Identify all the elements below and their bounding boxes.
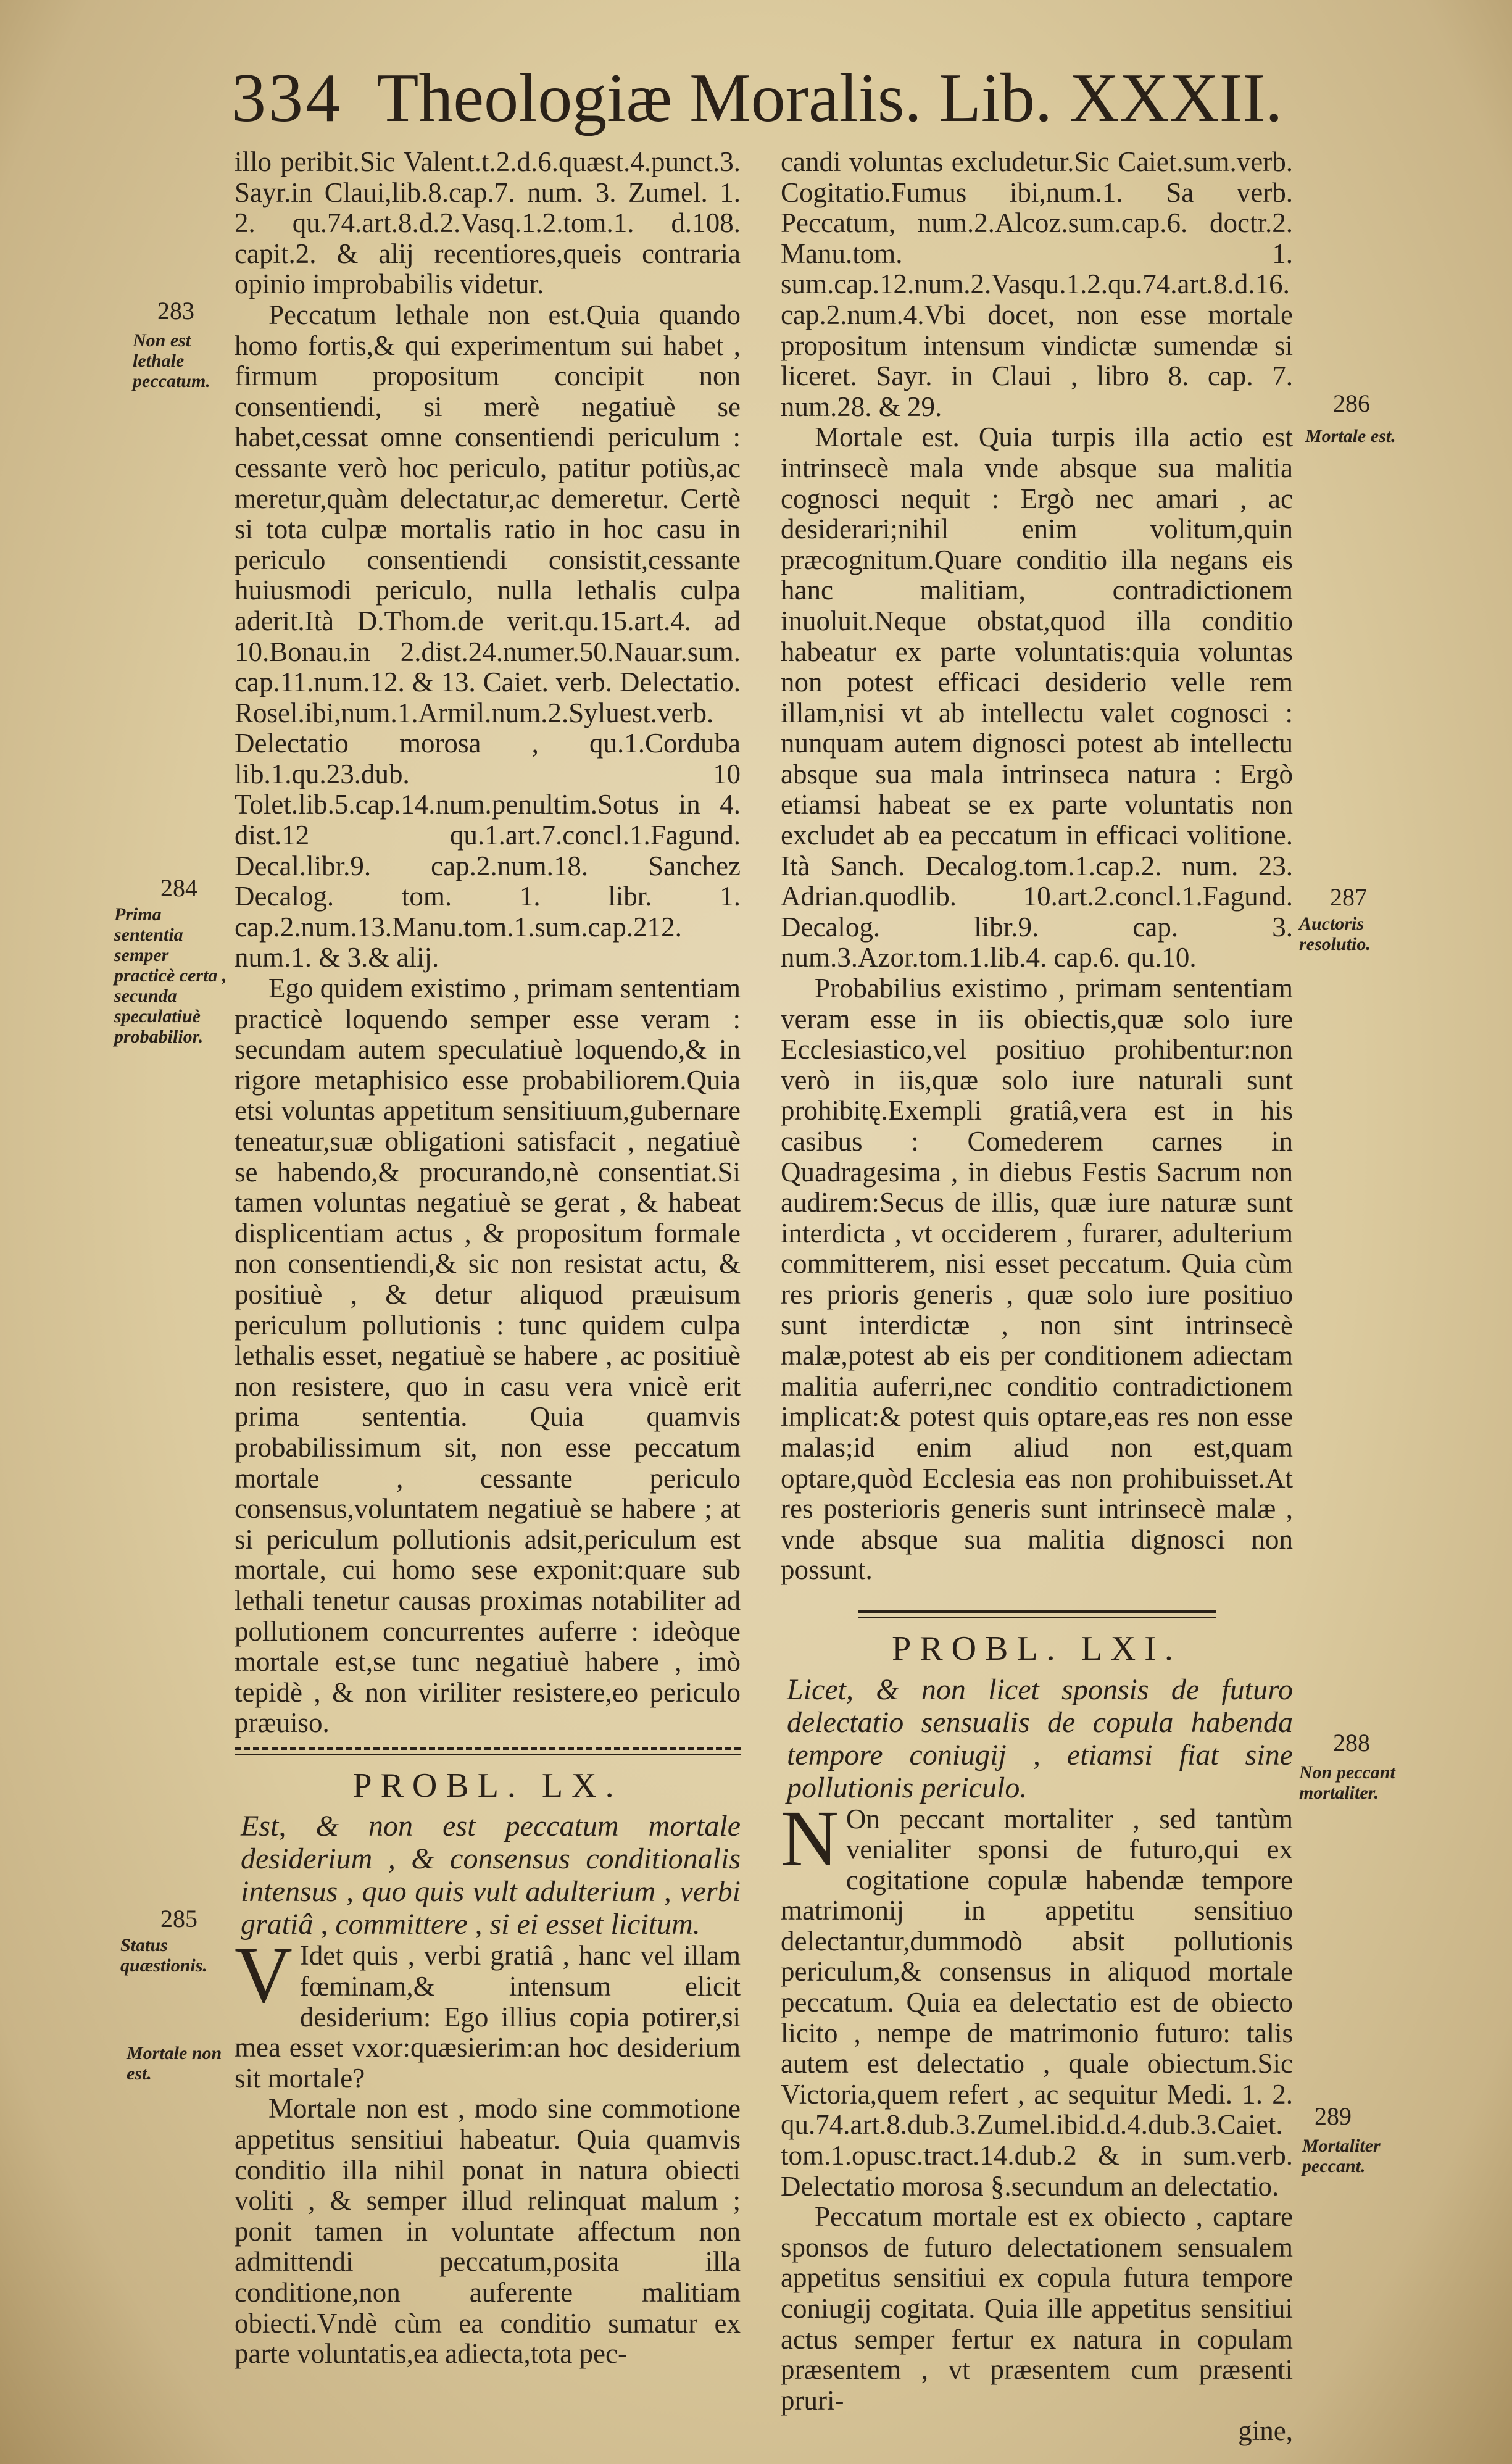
margin-note: Mortale est.	[1305, 426, 1396, 446]
margin-note: Mortale non est.	[127, 2043, 222, 2084]
paragraph-text: Idet quis , verbi gratiâ , hanc vel illam fœminam,& intensum elicit desiderium: Ego illius copia potirer,si mea esset vxor:quæsierim:an hoc desiderium sit mortale?	[235, 1940, 741, 2094]
paragraph: Mortale non est , modo sine commotione appetitus sensitiui habeatur. Quia quamvis conditio illa nihil ponat in natura obiecti voliti , & semper illud relinquat malum ; ponit tamen in voluntate affectum non admittendi peccatum,posita illa conditione,non auferente malitiam obiecti.Vndè cùm ea conditio sumatur ex parte voluntatis,ea adiecta,tota pec-	[235, 2093, 741, 2370]
margin-note: Non est lethale peccatum.	[133, 330, 210, 391]
margin-number: 283	[157, 297, 194, 325]
paragraph: Probabilius existimo , primam sententiam veram esse in iis obiectis,quæ solo iure Ecclesiastico,vel positiuo prohibentur:non verò in iis,quæ solo iure naturali sunt prohibitę.Exempli gratiâ,vera est in his casibus : Comederem carnes in Quadragesima , in diebus Festis Sacrum non audirem:Secus de illis, quæ iure naturæ sunt interdicta , vt occiderem , furarer, adulterium committerem, nisi esset peccatum. Quia cùm res prioris generis , quæ solo iure positiuo sunt interdictæ , non sint intrinsecè malæ,potest ab eis per conditionem adiectam malitia auferri,nec conditio contradictionem implicat:& potest quis optare,eas res non esse malas;id enim aliud non est,quam optare,quòd Ecclesia eas non prohibuisset.At res posterioris generis sunt intrinsecè malæ , vnde absque sua malitia dignosci non possunt.	[781, 973, 1293, 1586]
margin-note: Auctoris resolutio.	[1299, 914, 1371, 954]
running-title: Theologiæ Moralis. Lib. XXXII.	[376, 60, 1283, 136]
problem-title: PROBL. LXI.	[892, 1629, 1182, 1668]
paragraph: Mortale est. Quia turpis illa actio est intrinsecè mala vnde absque sua malitia cognosci nequit : Ergò nec amari , ac desiderari;nihil enim volitum,quin præcognitum.Quare conditio illa negans eis hanc malitiam, contradictionem inuoluit.Neque obstat,quod illa conditio habeatur ex parte voluntatis:quia voluntas non potest efficaci desiderio velle rem illam,nisi vt ab intellectu valet cognosci : nunquam autem dignosci potest ab intellectu absque sua mala intrinseca natura : Ergò etiamsi habeat se ex parte voluntatis non excludet ab ea peccatum in efficaci volitione. Ità Sanch. Decalog.tom.1.cap.2. num. 23. Adrian.quodlib. 10.art.2.concl.1.Fagund. Decalog. libr.9. cap. 3. num.3.Azor.tom.1.lib.4. cap.6. qu.10.	[781, 422, 1293, 973]
paragraph: candi voluntas excludetur.Sic Caiet.sum.verb. Cogitatio.Fumus ibi,num.1. Sa verb. Peccatum, num.2.Alcoz.sum.cap.6. doctr.2. Manu.tom. 1. sum.cap.12.num.2.Vasqu.1.2.qu.74.art.8.d.16. cap.2.num.4.Vbi docet, non esse mortale propositum intensum vindictæ sumendæ si liceret. Sayr. in Claui , libro 8. cap. 7. num.28. & 29.	[781, 146, 1293, 422]
section-divider	[858, 1610, 1216, 1618]
margin-note: Mortaliter peccant.	[1302, 2136, 1381, 2176]
problem-title: PROBL. LX.	[352, 1766, 623, 1805]
paragraph	[235, 1931, 741, 2094]
right-column	[781, 147, 1293, 2447]
margin-number: 289	[1315, 2102, 1352, 2130]
catchword: gine,	[1238, 2415, 1293, 2447]
margin-number: 288	[1333, 1729, 1370, 1757]
page-number: 334	[231, 60, 343, 136]
margin-note: Non peccant mortaliter.	[1299, 1762, 1395, 1803]
problem-summary: Licet, & non licet sponsis de futuro delectatio sensualis de copula habenda tempore coniugij , etiamsi fiat sine pollutionis periculo.	[787, 1673, 1293, 1804]
paragraph	[781, 1794, 1293, 2202]
problem-summary: Est, & non est peccatum mortale desiderium , & consensus conditionalis intensus , quo quis vult adulterium , verbi gratiâ , committere , si ei esset licitum.	[241, 1810, 741, 1941]
margin-number: 284	[160, 874, 197, 902]
page-header	[231, 59, 1281, 145]
section-divider	[235, 1747, 741, 1755]
paragraph: illo peribit.Sic Valent.t.2.d.6.quæst.4.punct.3. Sayr.in Claui,lib.8.cap.7. num. 3. Zumel. 1. 2. qu.74.art.8.d.2.Vasq.1.2.tom.1. d.108. capit.2. & alij recentiores,queis contraria opinio improbabilis videtur.	[235, 146, 741, 300]
paragraph-text: On peccant mortaliter , sed tantùm venialiter sponsi de futuro,qui ex cogitatione copulæ habendæ tempore matrimonij in appetitu sensitiuo delectantur,dummodò absit pollutionis periculum,& consensus in aliquod mortale peccatum. Quia ea delectatio est de obiecto licito , nempe de matrimonio futuro: talis autem est delectatio , quale obiectum.Sic Victoria,quem refert , ac sequitur Medi. 1. 2. qu.74.art.8.dub.3.Zumel.ibid.d.4.dub.3.Caiet. tom.1.opusc.tract.14.dub.2 & in sum.verb. Delectatio morosa §.secundum an delectatio.	[781, 1803, 1293, 2202]
margin-number: 286	[1333, 389, 1370, 417]
margin-number: 285	[160, 1905, 197, 1933]
left-column	[235, 147, 741, 2370]
drop-cap: V	[235, 1931, 293, 2020]
paragraph: Ego quidem existimo , primam sententiam practicè loquendo semper esse veram : secundam autem speculatiuè loquendo,& in rigore metaphisico esse probabiliorem.Quia etsi voluntas appetitum sensitiuum,gubernare teneatur,suæ obligationi satisfacit , negatiuè se habendo,& procurando,nè consentiat.Si tamen voluntas negatiuè se gerat , & habeat displicentiam actus , & propositum formale non consentiendi,& sic non resistat actu, & positiuè , & detur aliquod præuisum periculum pollutionis : tunc quidem culpa lethalis esset, negatiuè se habere , ac positiuè non resistere, quo in casu vera vnicè erit prima sententia. Quia quamvis probabilissimum sit, non esse peccatum mortale , cessante periculo consensus,voluntatem negatiuè se habere ; at si periculum pollutionis adsit,periculum est mortale, cui homo sese exponit:quare sub lethali tenetur causas proximas notabiliter ad pollutionem concurrentes auferre : ideòque mortale est,se tunc negatiuè habere , imò tepidè , & non viriliter resistere,eo periculo præuiso.	[235, 973, 741, 1739]
paragraph: Peccatum lethale non est.Quia quando homo fortis,& qui experimentum sui habet , firmum propositum concipit non consentiendi, si merè negatiuè se habet,cessat omne consentiendi periculum : cessante verò hoc periculo, patitur potiùs,ac meretur,quàm delectatur,ac demeretur. Certè si tota culpæ mortalis ratio in hoc casu in periculo consentiendi consistit,cessante huiusmodi periculo, nulla lethalis culpa aderit.Ità D.Thom.de verit.qu.15.art.4. ad 10.Bonau.in 2.dist.24.numer.50.Nauar.sum. cap.11.num.12. & 13. Caiet. verb. Delectatio. Rosel.ibi,num.1.Armil.num.2.Syluest.verb. Delectatio morosa , qu.1.Corduba lib.1.qu.23.dub. 10 Tolet.lib.5.cap.14.num.penultim.Sotus in 4. dist.12 qu.1.art.7.concl.1.Fagund. Decal.libr.9. cap.2.num.18. Sanchez Decalog. tom. 1. libr. 1. cap.2.num.13.Manu.tom.1.sum.cap.212. num.1. & 3.& alij.	[235, 299, 741, 973]
margin-note: Status quæstionis.	[120, 1935, 207, 1976]
drop-cap: N	[781, 1794, 839, 1883]
paragraph: Peccatum mortale est ex obiecto , captare sponsos de futuro delectationem sensualem appetitus sensitiui ex copula futura tempore coniugij cogitata. Quia ille appetitus sensitiui actus semper fertur ex natura in copulam præsentem , vt præsentem cum præsenti pruri-	[781, 2201, 1293, 2416]
margin-note: Prima sententia semper practicè certa , secunda speculatiuè probabilior.	[114, 904, 227, 1047]
margin-number: 287	[1330, 883, 1367, 911]
